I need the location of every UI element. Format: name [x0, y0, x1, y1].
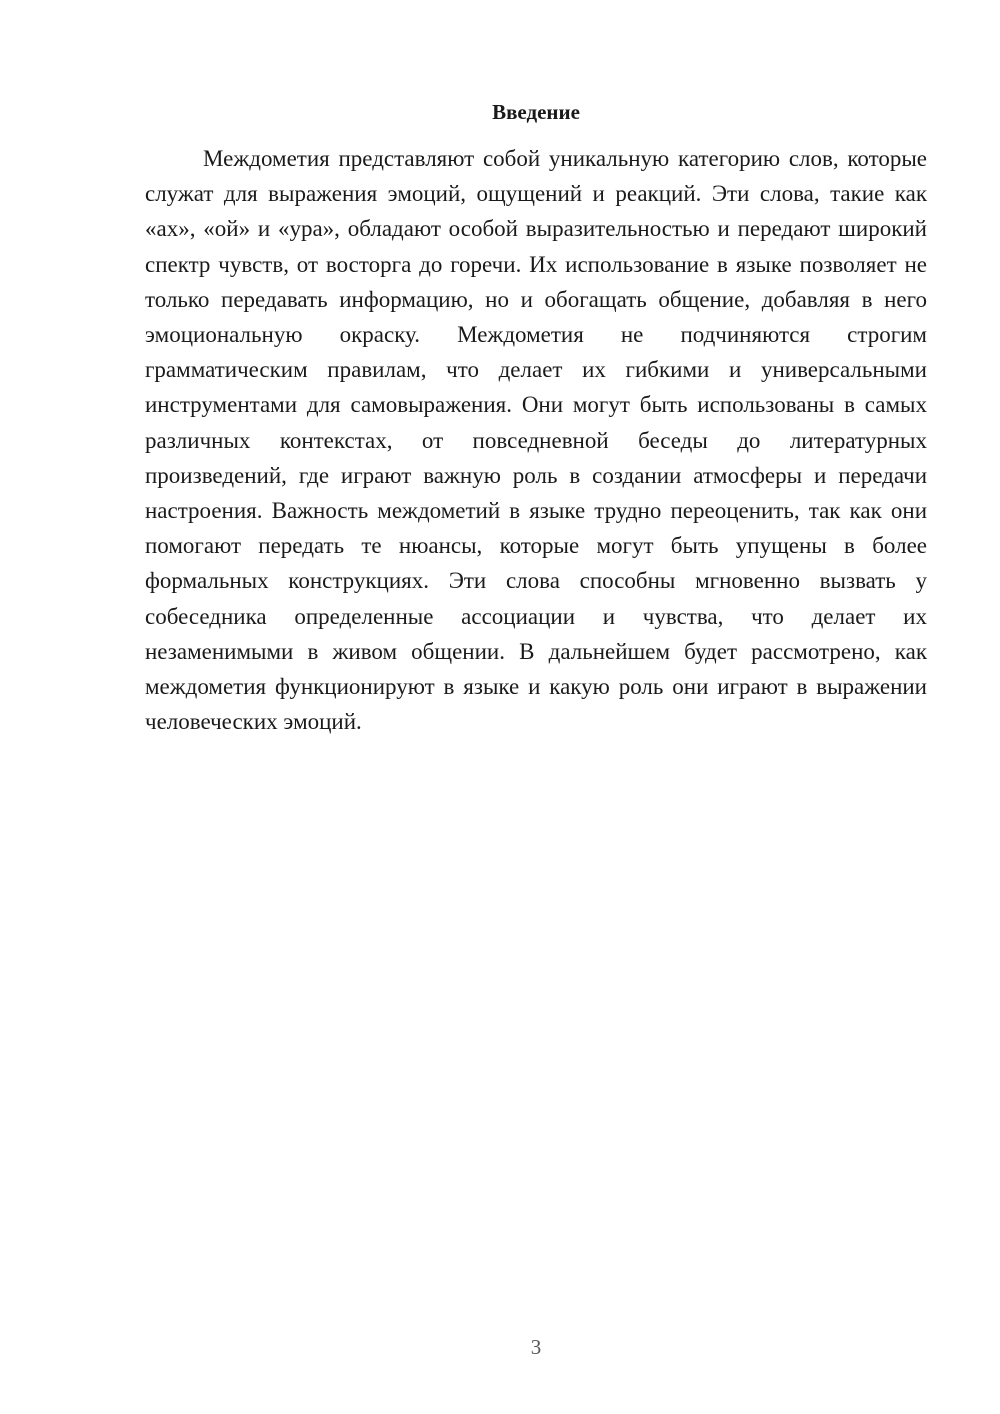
- section-heading: Введение: [492, 100, 580, 124]
- body-paragraph: Междометия представляют собой уникальную категорию слов, которые служат для выражения эмоций, ощущений и реакций. Эти слова, такие как «ах», «ой» и «ура», обладают особой выразительностью и передают широкий спектр чувств, от восторга до горечи. Их использование в языке позволяет не только передавать информацию, но и обогащать общение, добавляя в него эмоциональную окраску. Междометия не подчиняются строгим грамматическим правилам, что делает их гибкими и универсальными инструментами для самовыражения. Они могут быть использованы в самых различных контекстах, от повседневной беседы до литературных произведений, где играют важную роль в создании атмосферы и передачи настроения. Важность междометий в языке трудно переоценить, так как они помогают передать те нюансы, которые могут быть упущены в более формальных конструкциях. Эти слова способны мгновенно вызвать у собеседника определенные ассоциации и чувства, что делает их незаменимыми в живом общении. В дальнейшем будет рассмотрено, как междометия функционируют в языке и какую роль они играют в выражении человеческих эмоций.: [145, 146, 927, 735]
- page-number: 3: [530, 1335, 542, 1359]
